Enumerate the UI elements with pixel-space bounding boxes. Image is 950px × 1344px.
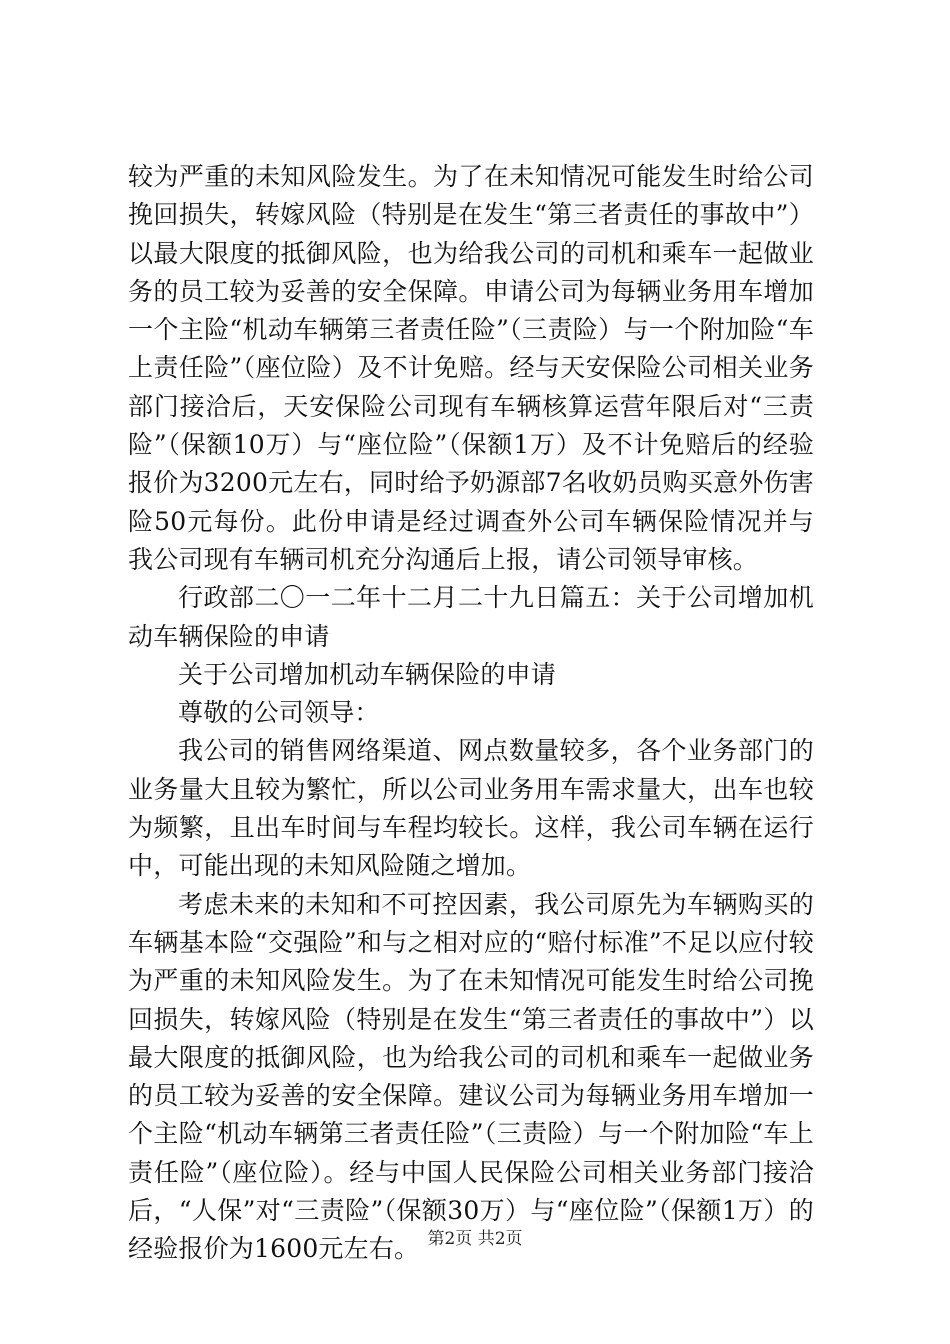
page-footer: 第2页 共2页 (427, 1229, 523, 1249)
document-body (128, 158, 814, 1269)
paragraph-2: 行政部二〇一二年十二月二十九日篇五：关于公司增加机动车辆保险的申请 (128, 583, 814, 651)
paragraph-6: 考虑未来的未知和不可控因素，我公司原先为车辆购买的车辆基本险“交强险”和与之相对应的“赔付标准”不足以应付较为严重的未知风险发生。为了在未知情况可能发生时给公司挽回损失，转嫁风险（特别是在发生“第三者责任的事故中”）以最大限度的抵御风险，也为给我公司的司机和乘车一起做业务的员工较为妥善的安全保障。建议公司为每辆业务用车增加一个主险“机动车辆第三者责任险”（三责险）与一个附加险“车上责任险”（座位险）。经与中国人民保险公司相关业务部门接洽后，“人保”对“三责险”（保额30万）与“座位险”（保额1万）的经验报价为1600元左右。 (128, 889, 814, 1264)
paragraph-4: 尊敬的公司领导： (178, 698, 380, 728)
paragraph-5: 我公司的销售网络渠道、网点数量较多，各个业务部门的业务量大且较为繁忙，所以公司业务用车需求量大，出车也较为频繁，且出车时间与车程均较长。这样，我公司车辆在运行中，可能出现的未知风险随之增加。 (128, 736, 814, 881)
paragraph-1: 较为严重的未知风险发生。为了在未知情况可能发生时给公司挽回损失，转嫁风险（特别是在发生“第三者责任的事故中”）以最大限度的抵御风险，也为给我公司的司机和乘车一起做业务的员工较为妥善的安全保障。申请公司为每辆业务用车增加一个主险“机动车辆第三者责任险”（三责险）与一个附加险“车上责任险”（座位险）及不计免赔。经与天安保险公司相关业务部门接洽后，天安保险公司现有车辆核算运营年限后对“三责险”（保额10万）与“座位险”（保额1万）及不计免赔后的经验报价为3200元左右，同时给予奶源部7名收奶员购买意外伤害险50元每份。此份申请是经过调查外公司车辆保险情况并与我公司现有车辆司机充分沟通后上报，请公司领导审核。 (128, 162, 814, 574)
paragraph-3: 关于公司增加机动车辆保险的申请 (178, 659, 557, 689)
